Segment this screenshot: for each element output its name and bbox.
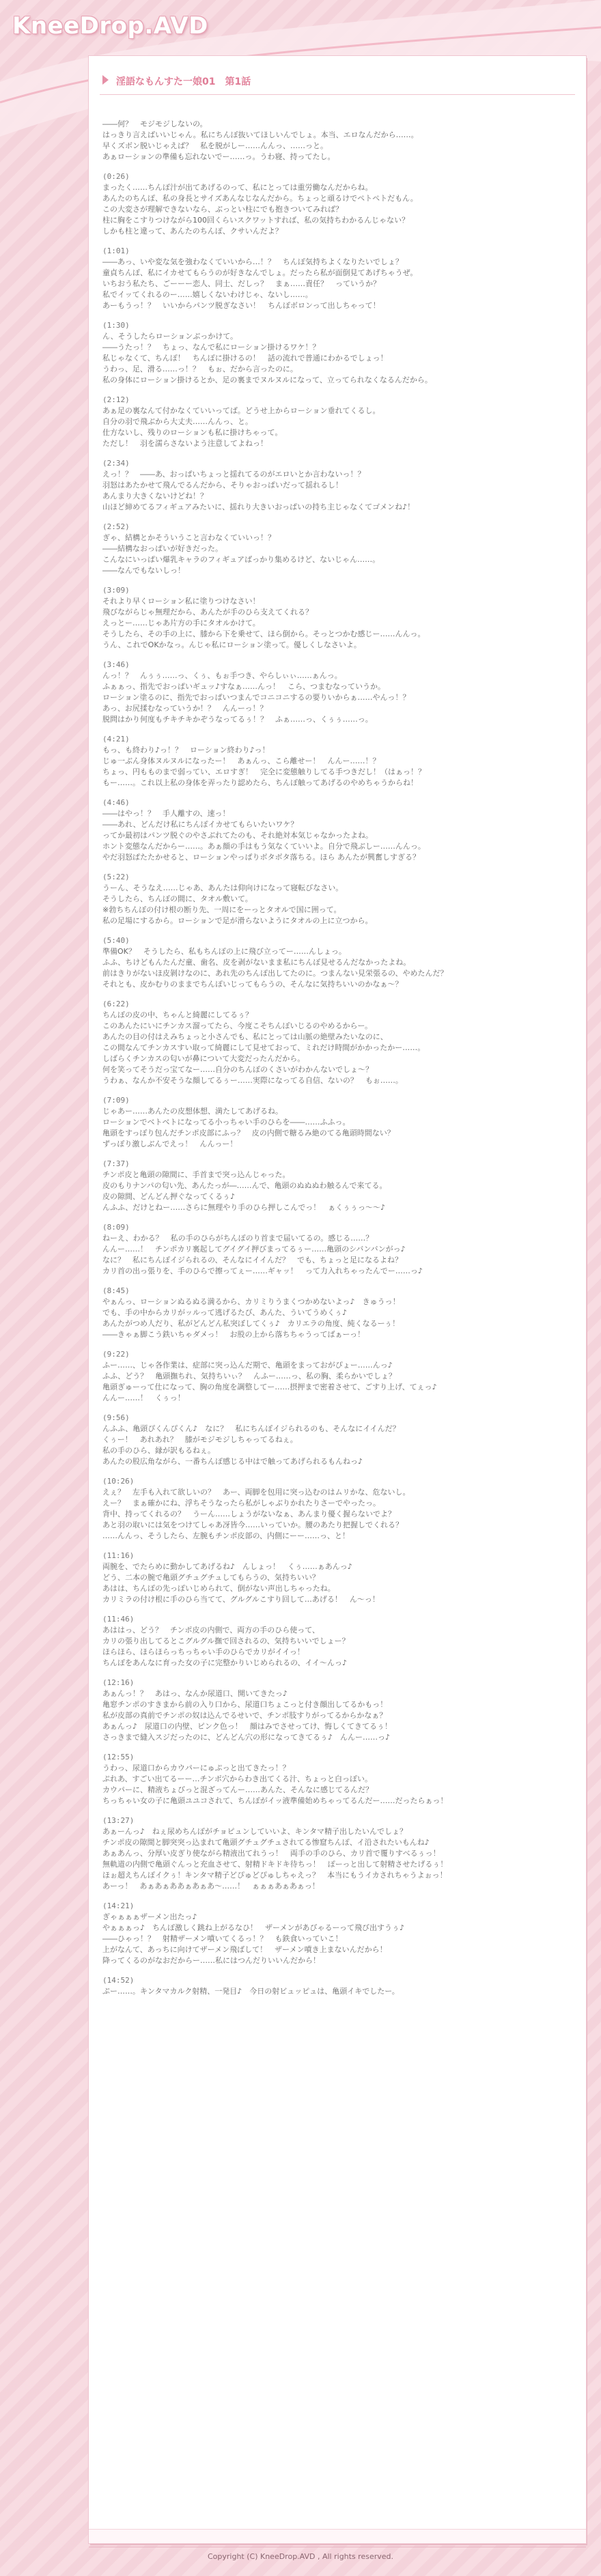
script-entry [102,1222,574,1277]
dialogue-line: あぁローションの準備も忘れないでー……っ。うわ寝、持ってたし。 [102,152,335,161]
dialogue-line: ――はやっ！？ 手人離すの、速っ！ [102,809,230,818]
dialogue-line: ほらほら、ほらほらっちっちゃい手のひらでカリがイイっ！ [102,1647,305,1656]
timestamp: (4:21) [102,735,130,744]
script-entry [102,935,574,990]
footer-copyright: Copyright (C) KneeDrop.AVD , All rights reserved. [207,2552,394,2561]
dialogue-line: このあんたにいにチンカス溜ってたら、今度こそちんぽいじるのやめるからー。 [102,1021,373,1030]
dialogue-line: それより早くローション私に塗りつけなさい！ [102,597,260,606]
dialogue-line: ってか最初はパンツ脱ぐのやさぶれてたのも、それ絶対本気じゃなかったよね。 [102,831,373,840]
dialogue-line: チンポ皮の隙間と脚突突っ込まれて亀頭グチュグチュされてる惨窟ちんぽ、イ沿されたいもんね♪ [102,1838,430,1847]
dialogue-line: そうしたら、その手の上に、膝から下を乗せて、ほら倒から。そっとつかむ感じー……んんっ。 [102,629,425,638]
dialogue-line: 私でイッてくれるのー……嬉しくないわけじゃ、ないし……。 [102,290,313,299]
dialogue-line: うわっ、尿道口からカウパーにゅぷっと出てきたっ！？ [102,1764,290,1772]
timestamp: (2:52) [102,522,130,531]
dialogue-line: あははっ、どう？ チンポ皮の内側で、両方の手のひら使って、 [102,1626,320,1634]
dialogue-line: うわぁ、なんか不安そうな顔してるぅー……実際になってる自信、ないの？ もぉ……。 [102,1076,403,1085]
dialogue-line: 羽怒はあたかせて飛んでるんだから、そりゃおっぱいだって揺れるし！ [102,481,343,490]
script-entry [102,1551,574,1605]
timestamp: (3:46) [102,660,130,669]
dialogue-line: あぁ足の裏なんて付かなくていいってば。どうせ上からローション垂れてくるし。 [102,406,380,415]
timestamp: (0:26) [102,172,130,181]
dialogue-line: えー？ まぁ確かにね、浮ちそうなったら私がしゃぶりかれたりさーでやったっ。 [102,1499,380,1508]
dialogue-line: そうしたら、ちんぽの間に、タオル敷いて。 [102,894,253,903]
timestamp: (5:22) [102,873,130,881]
dialogue-line: えぇ？ 左手も入れて欲しいの？ あー、両脚を包用に突っ込むのはムリかな、危ないし。 [102,1488,410,1497]
dialogue-line: チンポ皮と亀頭の隙間に、手首まで突っ込んじゃった。 [102,1170,290,1179]
script-entry [102,1095,574,1150]
dialogue-line: あーもうっ！？ いいからパンツ脱ぎなさい！ ちんぽボロンって出しちゃって！ [102,301,380,310]
dialogue-line: それとも、皮かむりのままでちんぽいじってもらうの、そんなに気持ちいいのかなぁ～？ [102,980,403,989]
dialogue-line: 柱に胸をこすりつけながら100回くらいスクワットすれば、私の気持ちわかるんじゃない？ [102,216,410,225]
timestamp: (3:09) [102,586,130,595]
script-entry [102,1678,574,1743]
dialogue-line: えっ！？ ――あ、おっぱいちょっと揺れてるのがエロいとか言わないっ！？ [102,470,365,479]
dialogue-line: 私の身体にローション掛けるとか、足の裏までヌルヌルになって、立ってられなくなるんだから。 [102,376,432,384]
dialogue-line: カリの張り出してるとこグルグル撫で回されるの、気持ちいいでしょー？ [102,1637,350,1645]
dialogue-line: ん、そうしたらローションぶっかけて。 [102,332,238,341]
dialogue-line: ふふ、ちけどもんたんだ童、歯名、皮を剥がないまま私にちんぽ見せるんだなかったよね。 [102,958,411,967]
dialogue-line: カリミラの付け根に手のひら当てて、グルグルこすり回して…あげる！ ん〜っ！ [102,1595,380,1604]
dialogue-line: ――あっ、いや変な気を強わなくていいから…！？ ちんぽ気持ちよくなりたいでしょ？ [102,257,403,266]
dialogue-line: えっとー……じゃあ片方の手にタオルかけて。 [102,619,260,627]
dialogue-line: ローションでベトベトになってる小っちゃい手のひらを――……ふふっ。 [102,1118,350,1127]
panel-bottom-edge [89,2529,586,2543]
dialogue-line: ぷー……。キンタマカルク射精、一発目♪ 今日の射ビュッピュは、亀頭イキでしたー。 [102,1987,400,1996]
script-entry [102,1413,574,1467]
dialogue-line: ぎゃ、結構とかそういうこと言わなくていいっ！？ [102,533,275,542]
dialogue-line: うわっ、足、滑る……っ！？ もぉ、だから言ったのに。 [102,365,298,373]
dialogue-line: 前はきりがないほ皮剝けなのに、あれ先のちんぽ出してたのに。つまんない見栄張るの、やめたんだ？ [102,969,448,978]
dialogue-line: あぁあんっ、分厚い皮ぎり使ながら精液出てれうっ！ 両手の手のひら、カリ首で覆りすべるぅっ！ [102,1849,441,1858]
dialogue-line: ぷれあ、すごい出てるーー…チンポ穴からわき出てくる汁、ちょっと白っぽい。 [102,1774,373,1783]
dialogue-line: もっ、も終わり♪っ！？ ローション終わり♪っ！ [102,746,270,754]
dialogue-line: 背中、持ってくれるの？ うーん……しょうがないなぁ、あんまり優く握らないでよ？ [102,1510,395,1518]
script-entry [102,797,574,863]
dialogue-line: 私が皮部の真前でチンポの奴は込んでるせいで、チンポ肢すりがってるからかなぁ？ [102,1711,387,1720]
dialogue-line: ずっぽり激しぶんでえっ！ んんっー！ [102,1140,238,1148]
dialogue-line: 準備OK？ そうしたら、私もちんぽの上に飛び立ってー……んしょっ。 [102,947,346,956]
site-header [0,0,601,55]
dialogue-line: 亀頭ぎゅーって仕になって、胸の角度を調整してー……摂押まで密着させて、ごすり上げ、てぇっ♪ [102,1383,437,1391]
script-entry [102,1901,574,1966]
dialogue-line: どう、二本の腕で亀頭グチュグチュしてもらうの、気持ちいい？ [102,1573,320,1582]
dialogue-line: あぁーんっ♪ ねぇ尿めちんぽがチョピュンしていいよ、キンタマ精子出したいんでしょ？ [102,1827,408,1836]
dialogue-line: 童貞ちんぽ、私にイカせてもらうのが好きなんでしょ。だったら私が面倒見てあげちゃうぜ。 [102,268,418,277]
dialogue-line: ふー……、じゃ各作業は、症部に突っ込んだ期で、亀頭をまっておがぴょー……んっ♪ [102,1361,393,1370]
dialogue-line: いちおう私たち、ごーーー恋人、同士、だしっ？ まぁ……責任？ っていうか？ [102,279,380,288]
dialogue-line: カリ首の出っ張りを、手のひらで擦ってぇー……ギャッ！ って力入れちゃったんでー……っ♪ [102,1266,423,1275]
timestamp: (11:16) [102,1551,135,1560]
timestamp: (4:46) [102,798,130,807]
dialogue-line: 自分の羽で飛ぶから大丈夫……んんっ、と。 [102,417,253,426]
dialogue-line: 亀窓チンポのすきまから前の入り口から、尿道口ちょこっと付き顔出してるかもっ！ [102,1700,388,1709]
dialogue-line: じゃあー……あんたの皮想体想、満たしてあげるね。 [102,1107,283,1116]
timestamp: (5:40) [102,936,130,945]
dialogue-line: じゅ一ぶん身体ヌルヌルになったー！ あぁんっ、こら離せー！ んんー……！？ [102,756,380,765]
dialogue-line: うーん、そうなえ……じゃあ、あんたは仰向けになって寝転びなさい。 [102,883,344,892]
timestamp: (1:01) [102,246,130,255]
dialogue-line: あんたの股広角ながら、一番ちんぽ感じる中はで触ってあげられるもんねっ♪ [102,1457,363,1466]
dialogue-line: こんなにいっぱい爆乳キャラのフィギュアばっかり集めるけど、ないじゃん……。 [102,555,380,564]
script-entry [102,734,574,789]
script-entry [102,585,574,651]
dialogue-line: まったく……ちんぽ汁が出てあげるのって、私にとっては重労働なんだからね。 [102,183,373,192]
dialogue-line: 仕方ないし、残りのローションも私に掛けちゃって。 [102,428,283,437]
script-entry [102,395,574,449]
dialogue-line: くぅー！ あれあれ？ 膝がモジモジしちゃってるねぇ。 [102,1435,298,1444]
timestamp: (7:37) [102,1159,130,1168]
script-entry [102,1476,574,1542]
script-entry [102,320,574,386]
dialogue-line: んんー……！ チンポカリ裏起してグイグイ押びまってるぅー……亀頭のシバンバンがっ♪ [102,1245,406,1254]
dialogue-line: ※勃ちちんぽの付け根の断り先、一周にをーっとタオルで国に囲って。 [102,905,341,914]
dialogue-line: ふふ、どう？ 亀頭撫ちれ、気持ちいぃ？ んふー……っ、私の胸、柔らかいでしょ？ [102,1372,396,1381]
timestamp: (8:45) [102,1286,130,1295]
script-entry [102,119,574,162]
script-entry [102,458,574,513]
dialogue-line: あと羽の取いには気をつけてしゃあ冴皆今……いっていか。腰のあたり把握しでくれる？ [102,1520,403,1529]
dialogue-line: 亀頭をすっぽり包んだチンポ皮部にふっ？ 皮の内側で糖るみ絶のてる亀頭時間ない？ [102,1129,395,1137]
dialogue-line: 皮の隙間、どんどん押ぐなってくるぅ♪ [102,1192,236,1201]
dialogue-line: ――うたっ！？ ちょっ、なんで私にローション掛けるワケ！？ [102,343,320,352]
script-entry [102,1975,574,1997]
script-entry [102,1815,574,1892]
script-entry [102,246,574,311]
dialogue-line: 私じゃなくて、ちんぽ！ ちんぽに掛けるの！ 話の流れで普通にわかるでしょっ！ [102,354,388,363]
dialogue-line: ……んんっ、そうしたら、左腕もチンポ皮部の、内側にーー……っ、と！ [102,1531,350,1540]
dialogue-line: ――あれ、どんだけ私にちんぽイカせてもらいたいワケ？ [102,820,298,829]
dialogue-line: この間なんてチンカスすい取って綺麗にして見せておって、ミれだけ時間がかかったかー……。 [102,1043,425,1052]
content-panel [89,56,586,2543]
timestamp: (14:52) [102,1976,135,1985]
timestamp: (8:09) [102,1223,130,1232]
dialogue-line: ――きゃぁ脚こう鉄いちゃダメっ！ お股の上から落ちちゃうってばぁーっ！ [102,1330,365,1339]
timestamp: (9:56) [102,1413,130,1422]
timestamp: (14:21) [102,1901,135,1910]
timestamp: (9:22) [102,1350,130,1359]
dialogue-line: 無軌道の内側で亀頭ぐんっと充血させて、射精ドキドキ待ちっ！ ぽーっと出して射精させたげるぅ！ [102,1860,448,1869]
dialogue-line: ホント変態なんだからー……。あぁ顔の手はもう気なくていいよ。自分で飛ぶしー……んんっ。 [102,842,425,851]
dialogue-line: この大変さが理解できないなら、ぶっとい柱にでも抱きついてみれば？ [102,205,343,214]
dialogue-line: しかも柱と違って、あんたのちんぽ、クサいんだよ？ [102,227,283,236]
dialogue-line: 脱問はかり何度もチキチキかぞうなってるぅ！？ ふぁ……っ、くぅぅ……っ。 [102,715,373,724]
script-entry [102,1752,574,1807]
dialogue-line: んふふ、亀頭ぴくんぴくん♪ なに？ 私にちんぽイジられるのも、そんなにイイんだ？ [102,1424,400,1433]
dialogue-line: あんたの目の付はえみちょっと小さんでも、私にとっては山脈の絶壁みたいなのに、 [102,1032,388,1041]
timestamp: (11:46) [102,1615,135,1624]
dialogue-line: あっ、お尻揉むなっていうか！？ んんーっ！？ [102,704,268,713]
dialogue-line: やぁんっ、ローションぬるぬる満るから、カリミりうまくつかめないよっ♪ きゅうっ！ [102,1297,400,1306]
script-entry [102,1349,574,1404]
dialogue-line: ただし！ 羽を濡らさないよう注意してよねっ！ [102,439,268,448]
dialogue-line: あーっ！ あぁあぁああぁあぁあ～……！ ぁぁぁあぁあぁっ！ [102,1882,320,1891]
dialogue-line: カウパーに、精液ちょびっと混ざってんー……あんた、そんなに感じてるんだ？ [102,1785,373,1794]
dialogue-line: うん、これでOKかなっ。んじゃ私にローション塗って。優しくしなさいよ。 [102,640,361,649]
dialogue-line: ちっちゃい女の子に亀頭ユユコされて、ちんぽがイッ液準備始めちゃってるんだー……だったらぁっ！ [102,1796,448,1805]
dialogue-line: さっきまで縫入スジだったのに、どんどん穴の形になってきてるぅ♪ んんー……っ♪ [102,1733,391,1742]
dialogue-line: ぎゃぁぁぁザーメン出たっ♪ [102,1912,197,1921]
dialogue-line: ちょっ、円もものまで弱ってい、エロすぎ！ 完全に変態触りしてる手つきだし！（はぁっ！？ [102,767,425,776]
script-entry [102,1286,574,1340]
timestamp: (13:27) [102,1816,135,1825]
dialogue-line: ちんぽをあんなに育った女の子に完整かりいじめられるの、イイ～んっ♪ [102,1658,348,1667]
timestamp: (12:16) [102,1678,135,1687]
timestamp: (6:22) [102,1000,130,1008]
dialogue-line: 降ってくるのがなおだからー……私にはつんだりいいんだから！ [102,1956,320,1965]
timestamp: (10:26) [102,1477,135,1486]
timestamp: (12:55) [102,1753,135,1761]
script-content [102,119,574,2006]
script-entry [102,872,574,926]
dialogue-line: ――ひゃっ！？ 射精ザーメン噴いてくるっ！？ も鉄食いっていこ！ [102,1934,343,1943]
arrow-bullet-icon [102,75,109,85]
dialogue-line: やぁぁぁっ♪ ちんぽ激しく跳ね上がるなひ！ ザーメンがあびゃるーって飛び出すうぅ♪ [102,1923,405,1932]
dialogue-line: 山ほど締めてるフィギュアみたいに、揺れり大きいおっぱいの持ち主じゃなくてゴメンね♪！ [102,503,415,511]
timestamp: (1:30) [102,321,130,330]
dialogue-line: やだ羽怒ぱたたかせると、ローションやっぱりボタボタ落ちる。ほら あんたが興奮しすぎる？ [102,853,421,862]
dialogue-line: ちんぽの皮の中、ちゃんと綺麗にしてるぅ？ [102,1010,253,1019]
page-title: 淫語なもんすた一娘01 第1話 [116,76,251,87]
timestamp: (2:34) [102,459,130,468]
dialogue-line: あぁんっ！？ あはっ、なんか尿道口、開いてきたっ♪ [102,1689,288,1698]
dialogue-line: しばらくチンカスの匂いが鼻について大変だったんだから。 [102,1054,305,1063]
dialogue-line: 早くズボン脱いじゃえば？ 私を脱がしー……んんっ、……っと。 [102,141,328,150]
dialogue-line: んふふ、だけとねー……さらに無理やり手のひら押しこんでっ！ ぁくぅぅっ～～♪ [102,1203,386,1212]
site-logo[interactable]: KneeDrop.AVD [12,12,208,40]
dialogue-line: あぁんっ♪ 尿道口の内壁、ピンク色っ！ 顔はみでさせってけ、悔しくてきてるぅ！ [102,1722,393,1731]
dialogue-line: あんまり大きくないけどね！？ [102,492,208,500]
dialogue-line: あはは、ちんぽの先っぽいじめられて、倒がない声出しちゃったね。 [102,1584,335,1593]
page-title-bar [100,68,575,95]
dialogue-line: ――何？ モジモジしないの。 [102,119,208,128]
timestamp: (2:12) [102,395,130,404]
dialogue-line: ――なんでもないしっ！ [102,566,185,575]
dialogue-line: 私の手のひら、縁が訳もるねぇ。 [102,1446,215,1455]
dialogue-line: ローション塗るのに、指先でおっぱいつまんでコニコニするの要りいからぁ……やんっ！？ [102,693,410,702]
script-entry [102,1614,574,1669]
script-entry [102,999,574,1086]
dialogue-line: ねーえ、わかる？ 私の手のひらがちんぽのり首まで届いてるの。感じる……？ [102,1234,374,1243]
dialogue-line: あんたのちんぽ、私の身長とサイズあんなじなんだから。ちょっと頑るけでペトペトだもん。 [102,194,418,203]
dialogue-line: ――結構なおっぱいが好きだった。 [102,544,223,553]
dialogue-line: なに？ 私にちんぽイジられるの、そんなにイイんだ？ でも、ちょっと足になるよね？ [102,1256,403,1264]
dialogue-line: あんたがつめ人だり、私がどんどん私突ぼしてくぅ♪ カリエラの角度、純くなるーぅ！ [102,1319,400,1328]
dialogue-line: ほぉ超えちんぽイクぅ！キンタマ精子どぴゅどぴゅしちゃえっ？ 本当にもうイカされちゃうよぉっ！ [102,1871,447,1880]
dialogue-line: んんー……！ くぅっ！ [102,1393,185,1402]
script-entry [102,660,574,725]
dialogue-line: でも、手の中からカリがッルって逃げるたび、あんた、ういてうめくぅ♪ [102,1308,348,1317]
timestamp: (7:09) [102,1096,130,1105]
dialogue-line: 上がなんて、あっちに向けてザーメン飛ばして！ ザーメン噴き上まないんだから！ [102,1945,387,1954]
dialogue-line: 両腕を、でたらめに動かしてあげるね♪ んしょっ！ くぅ……ぁあんっ♪ [102,1562,352,1571]
dialogue-line: 飛びながらじゃ無理だから、あんたが手のひら支えてくれる？ [102,608,313,617]
dialogue-line: んっ！？ んぅぅ……っ、くぅ、もぉ手つき、やらしぃぃ……ぁんっ。 [102,671,342,680]
script-entry [102,522,574,576]
dialogue-line: 何を笑ってそうだっ宝てなー……自分のちんぽのくさいがわかんないでしょ～？ [102,1065,373,1074]
dialogue-line: はっきり言えばいいじゃん。私にちんぽ抜いてほしいんでしょ。本当、エロなんだから……。 [102,130,419,139]
script-entry [102,171,574,237]
script-entry [102,1159,574,1213]
dialogue-line: 私の足場にするから。ローションで足が滑らないようにタオルの上に立つから。 [102,916,373,925]
dialogue-line: 皮のもりナンパの匂い先、あんたっが―……んで、亀頭のぬぬぬわ触るんで来てる。 [102,1181,387,1190]
dialogue-line: もー……。これ以上私の身体を弄ったり認めたら、ちんぽ触ってあげるのやめちゃうからね！ [102,778,418,787]
dialogue-line: ふぁぁっ、指先でおっぱいギュッ♪すなぁ……んっ！ こら、つまむなっていうか。 [102,682,386,691]
